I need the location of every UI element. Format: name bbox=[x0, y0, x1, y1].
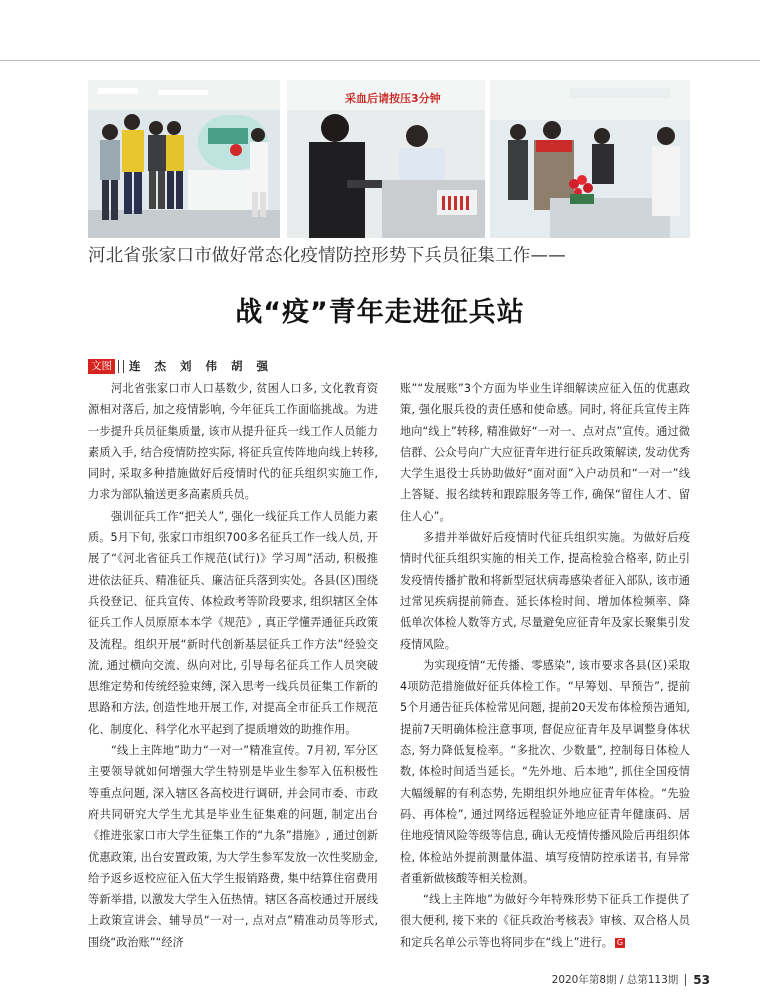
paragraph: 为实现疫情“无传播、零感染”, 该市要求各县(区)采取4项防范措施做好征兵体检工作。“早筹划、早预告”, 提前5个月通告征兵体检常见问题, 提前20天发布体检预告通知, 提前7天明确体检注意事项, 督促应征青年及早调整身体状态, 努力降低复检率。“多批次、少数量”, 控制每日体检人数, 体检时间适当延长。“先外地、后本地”, 抓住全国疫情大幅缓解的有利态势, 先期组织外地应征青年体检。“先验码、再体检”, 通过网络远程验证外地应征青年健康码、居住地疫情风险等级等信息, 确认无疫情传播风险后再组织体检, 体检站外提前测量体温、填写疫情防控承诺书, 有异常者重新做核酸等相关检测。 bbox=[400, 658, 690, 885]
paragraph-final bbox=[400, 889, 690, 953]
photo-blood-test bbox=[287, 80, 485, 238]
paragraph: 多措并举做好后疫情时代征兵组织实施。为做好后疫情时代征兵组织实施的相关工作, 提高检验合格率, 防止引发疫情传播扩散和将新型冠状病毒感染者征入部队, 该市通过常见疾病提前筛查、延长体检时间、增加体检频率、降低单次体检人数等方式, 尽量避免应征青年及家长聚集引发疫情风险。 bbox=[400, 531, 690, 651]
byline-tag: 文图 bbox=[88, 359, 115, 374]
page-number: 53 bbox=[693, 972, 710, 987]
paragraph-final-text: “线上主阵地”为做好今年特殊形势下征兵工作提供了很大便利, 接下来的《征兵政治考核表》审核、双合格人员和定兵名单公示等也将同步在“线上”进行。 bbox=[400, 893, 690, 949]
photo-registration-desk bbox=[490, 80, 690, 238]
paragraph-continued: 账”“发展账”3个方面为毕业生详细解读应征入伍的优惠政策, 强化服兵役的责任感和使命感。同时, 将征兵宣传主阵地向“线上”转移, 精准做好“一对一、点对点”宣传。通过微信群、公众号向广大应征青年进行征兵政策解读, 发动优秀大学生退役士兵协助做好“面对面”入户动员和“一对一”线上答疑、报名续转和跟踪服务等工作, 确保“留住人才、留住人心”。 bbox=[400, 382, 690, 523]
body-column-right bbox=[400, 378, 690, 953]
byline-authors: 连 杰 刘 伟 胡 强 bbox=[129, 359, 274, 373]
photo-recruits-queue bbox=[88, 80, 280, 238]
body-column-left bbox=[88, 378, 378, 953]
end-mark-icon: G bbox=[616, 937, 624, 947]
paragraph: 强训征兵工作“把关人”, 强化一线征兵工作人员能力素质。5月下旬, 张家口市组织700多名征兵工作一线人员, 开展了“《河北省征兵工作规范(试行)》学习周”活动, 积极推进依法征兵、精准征兵、廉洁征兵落到实处。各县(区)围绕兵役登记、征兵宣传、体检政考等阶段要求, 组织辖区全体征兵工作人员原原本本学《规范》, 真正学懂弄通征兵政策及流程。组织开展“新时代创新基层征兵工作方法”经验交流, 通过横向交流、纵向对比, 引导每名征兵工作人员突破思维定势和传统经验束缚, 深入思考一线兵员征集工作新的思路和方法, 创造性地开展工作, 对提高全市征兵工作规范化、制度化、科学化水平起到了提质增效的助推作用。 bbox=[88, 509, 378, 736]
header-rule bbox=[0, 60, 760, 61]
article-subtitle: 河北省张家口市做好常态化疫情防控形势下兵员征集工作—— bbox=[88, 246, 566, 266]
page-footer bbox=[500, 972, 710, 987]
photo2-sign-text: 采血后请按压3分钟 bbox=[345, 92, 441, 105]
article-title: 战“疫”青年走进征兵站 bbox=[235, 297, 525, 328]
paragraph: “线上主阵地”助力“一对一”精准宣传。7月初, 军分区主要领导就如何增强大学生特别是毕业生参军入伍积极性等重点问题, 深入辖区各高校进行调研, 并会同市委、市政府共同研究大学生尤其是毕业生征集难的问题, 制定出台《推进张家口市大学生征集工作的“九条”措施》, 通过创新优惠政策, 出台安置政策, 为大学生参军发放一次性奖励金, 给予返乡返校应征入伍大学生报销路费, 集中结算住宿费用等新举措, 以激发大学生入伍热情。辖区各高校通过开展线上政策宣讲会、辅导员“一对一, 点对点”精准动员等形式, 围绕“政治账”“经济 bbox=[88, 744, 378, 949]
paragraph: 河北省张家口市人口基数少, 贫困人口多, 文化教育资源相对落后, 加之疫情影响, 今年征兵工作面临挑战。为进一步提升兵员征集质量, 该市从提升征兵一线工作人员能力素质入手, 结合疫情防控实际, 将征兵宣传阵地向线上转移, 同时, 采取多种措施做好后疫情时代的征兵组织实施工作, 力求为部队输送更多高素质兵员。 bbox=[88, 382, 378, 502]
divider-bars-icon bbox=[118, 360, 124, 373]
footer-divider bbox=[685, 974, 686, 986]
issue-info: 2020年第8期 / 总第113期 bbox=[551, 974, 679, 986]
byline bbox=[88, 358, 273, 374]
